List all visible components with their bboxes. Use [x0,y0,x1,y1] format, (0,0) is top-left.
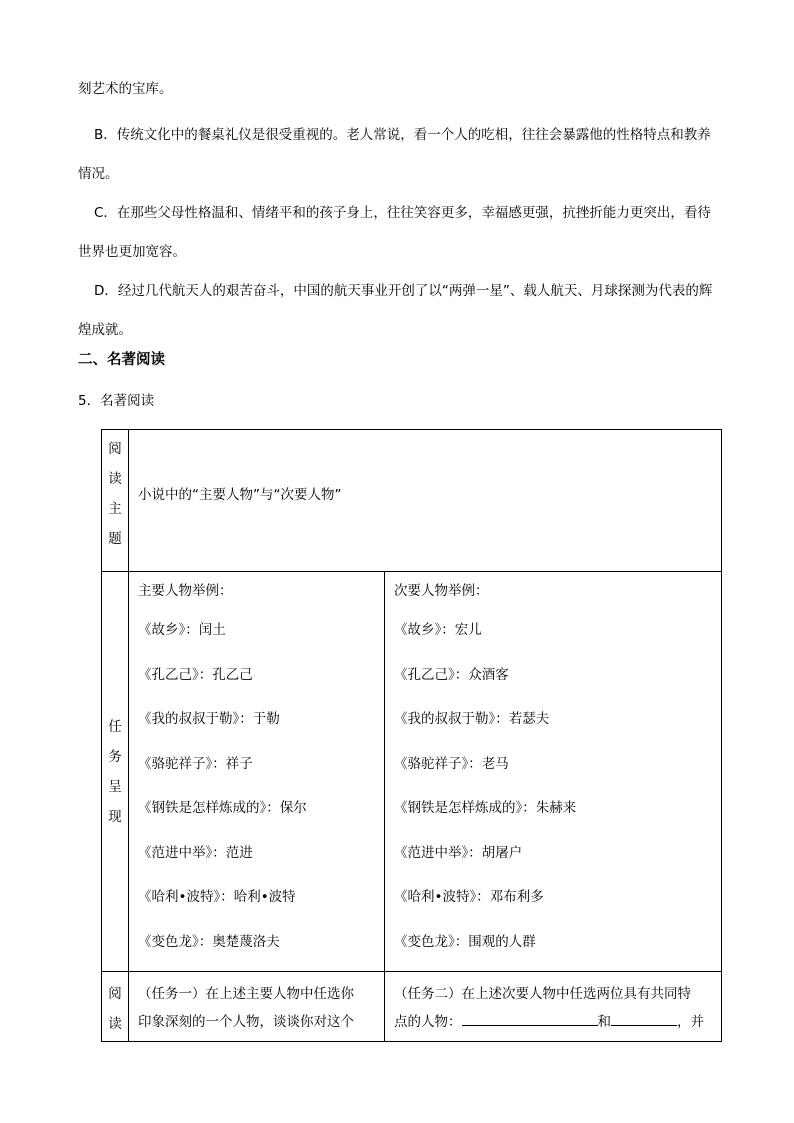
secondary-header: 次要人物举例： [394,583,489,599]
secondary-example: 《哈利•波特》：邓布利多 [394,889,544,905]
task1-line: 印象深刻的一个人物，谈谈你对这个 [138,1014,354,1030]
section-heading: 二、名著阅读 [78,352,165,368]
task-label-char: 任 [108,718,122,735]
theme-row [102,430,722,572]
secondary-example: 《范进中举》：胡屠户 [394,844,523,861]
task-row [102,572,722,972]
reading-table [101,429,722,1042]
main-header: 主要人物举例： [138,583,233,599]
paragraph-continuation: 刻艺术的宝库。 [78,81,173,97]
secondary-example: 《故乡》：宏儿 [394,622,482,638]
theme-label-cell [102,430,129,572]
main-example: 《故乡》：闰土 [138,622,226,638]
secondary-characters-cell [385,572,722,972]
option-c: C．在那些父母性格温和、情绪平和的孩子身上，往往笑容更多，幸福感更强，抗挫折能力更突出，看待世界也更加宽容。 [78,205,711,260]
task1-cell [129,972,385,1042]
secondary-example: 《钢铁是怎样炼成的》：朱赫来 [394,800,577,816]
theme-label-char: 主 [108,501,122,517]
question-title: 5．名著阅读 [78,393,155,409]
reading-label-char: 读 [108,1016,122,1032]
answer-blank-1[interactable] [462,1011,598,1026]
main-characters-cell [129,572,385,972]
task1-line: （任务一）在上述主要人物中任选你 [138,986,354,1002]
task2-line: （任务二）在上述次要人物中任选两位具有共同特 [394,986,691,1002]
theme-label-char: 题 [108,531,122,547]
task-label-char: 呈 [108,778,122,795]
secondary-example: 《孔乙己》：众酒客 [394,666,509,683]
option-d: D．经过几代航天人的艰苦奋斗，中国的航天事业开创了以“两弹一星”、载人航天、月球探测为代表的辉煌成就。 [78,283,713,338]
theme-label-char: 阅 [108,441,122,457]
reading-label-char: 阅 [108,986,122,1002]
task2-text-c: ，并 [677,1014,704,1030]
secondary-example: 《我的叔叔于勒》：若瑟夫 [394,711,550,727]
option-b: B．传统文化中的餐桌礼仪是很受重视的。老人常说，看一个人的吃相，往往会暴露他的性格特点和教养情况。 [78,127,711,182]
reading-row [102,972,722,1042]
task2-text-a: 点的人物： [394,1014,462,1030]
secondary-example: 《骆驼祥子》：老马 [394,755,509,772]
main-example: 《孔乙己》：孔乙己 [138,666,253,683]
theme-label-char: 读 [108,471,122,487]
answer-blank-2[interactable] [611,1011,677,1026]
main-example: 《我的叔叔于勒》：于勒 [138,711,280,727]
task-label-char: 现 [108,808,122,825]
task2-text-b: 和 [597,1014,611,1030]
theme-text: 小说中的“主要人物”与“次要人物” [138,486,342,503]
secondary-example: 《变色龙》：围观的人群 [394,933,536,950]
theme-text-cell [129,430,722,572]
main-example: 《范进中举》：范进 [138,844,253,861]
task2-line [385,1008,721,1036]
task-label-char: 务 [108,748,122,765]
main-example: 《变色龙》：奥楚蔑洛夫 [138,933,280,950]
task2-cell [385,972,722,1042]
main-example: 《钢铁是怎样炼成的》：保尔 [138,800,307,816]
task-label-cell [102,572,129,972]
main-example: 《哈利•波特》：哈利•波特 [138,889,296,905]
main-example: 《骆驼祥子》：祥子 [138,755,253,772]
reading-label-cell [102,972,129,1042]
